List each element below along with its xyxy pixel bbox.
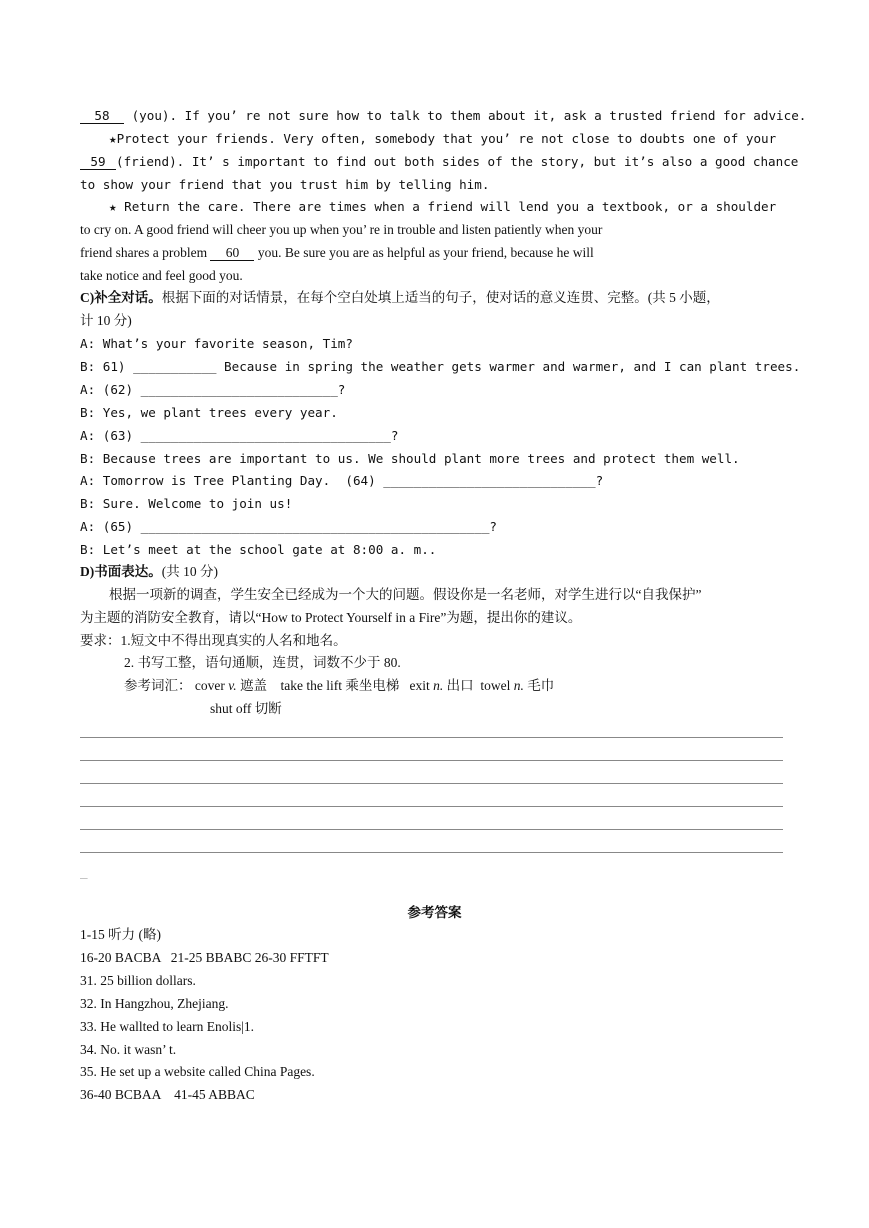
- passage-line-5: ★ Return the care. There are times when a friend will lend you a textbook, or a shoulder: [109, 199, 777, 214]
- section-d-para-2: 为主题的消防安全教育，请以“How to Protect Yourself in a Fire”为题，提出你的建议。: [80, 610, 582, 625]
- section-c-instruction: 根据下面的对话情景，在每个空白处填上适当的句子，使对话的意义连贯、完整。(共 5 小题，: [161, 290, 720, 305]
- section-d-para-1: 根据一项新的调查，学生安全已经成为一个大的问题。假设你是一名老师，对学生进行以“自我保护”: [109, 587, 702, 602]
- vocab-meaning: 毛巾: [527, 678, 555, 693]
- vocab-meaning: 切断: [254, 701, 282, 716]
- vocab-pos: v.: [228, 678, 237, 693]
- vocab-pos: n.: [433, 678, 444, 693]
- passage-line-8: take notice and feel good you.: [80, 268, 243, 283]
- dialogue-line: B: Let’s meet at the school gate at 8:00 a. m..: [80, 542, 437, 557]
- passage-line-7: [80, 243, 594, 263]
- vocab-word: cover: [194, 678, 225, 693]
- section-c-instruction-2: 计 10 分): [80, 313, 132, 328]
- vocab-word: exit: [409, 678, 430, 693]
- dialogue-line: A: (62) __________________________?: [80, 382, 346, 397]
- dialogue-line: A: (63) _________________________________?: [80, 428, 399, 443]
- passage-line-7-b: you. Be sure you are as helpful as your friend, because he will: [254, 245, 594, 260]
- passage-line-1: [80, 106, 806, 126]
- passage-line-1-text: (you). If you’ re not sure how to talk to them about it, ask a trusted friend for advice.: [124, 108, 807, 123]
- section-c-title: C)补全对话。: [80, 290, 162, 305]
- dialogue-line: B: Because trees are important to us. We should plant more trees and protect them well.: [80, 451, 740, 466]
- answer-line: 36-40 BCBAA 41-45 ABBAC: [80, 1087, 255, 1102]
- passage-line-4: to show your friend that you trust him by telling him.: [80, 177, 490, 192]
- answer-line: 16-20 BACBA 21-25 BBABC 26-30 FFTFT: [80, 950, 329, 965]
- requirement-1: 要求：1.短文中不得出现真实的人名和地名。: [80, 633, 347, 648]
- writing-line-end-mark: _: [80, 864, 88, 879]
- dialogue-line: B: Yes, we plant trees every year.: [80, 405, 338, 420]
- writing-line: [80, 829, 783, 830]
- blank-58: 58: [80, 108, 124, 124]
- passage-line-3-text: (friend). It’ s important to find out both sides of the story, but it’s also a good chance: [116, 154, 799, 169]
- answer-line: 31. 25 billion dollars.: [80, 973, 196, 988]
- passage-line-6: to cry on. A good friend will cheer you up when you’ re in trouble and listen patiently when your: [80, 222, 603, 237]
- section-d-heading: [80, 562, 218, 582]
- writing-line: [80, 852, 783, 853]
- vocab-meaning: 遮盖: [239, 678, 267, 693]
- answer-line: 1-15 听力 (略): [80, 927, 161, 942]
- vocab-line: [124, 676, 554, 696]
- vocab-pos: n.: [513, 678, 524, 693]
- dialogue-line: B: Sure. Welcome to join us!: [80, 496, 293, 511]
- answer-line: 33. He wallted to learn Enolis|1.: [80, 1019, 255, 1034]
- writing-line: [80, 737, 783, 738]
- vocab-word: shut off: [210, 701, 252, 716]
- dialogue-line: A: (65) ______________________________________________?: [80, 519, 498, 534]
- passage-line-3: [80, 152, 798, 172]
- vocab-word: towel: [480, 678, 511, 693]
- blank-59: 59: [80, 154, 116, 170]
- answer-line: 34. No. it wasn’ t.: [80, 1042, 177, 1057]
- passage-line-2: ★Protect your friends. Very often, somebody that you’ re not close to doubts one of your: [109, 131, 777, 146]
- writing-line: [80, 760, 783, 761]
- dialogue-line: A: What’s your favorite season, Tim?: [80, 336, 353, 351]
- dialogue-line: A: Tomorrow is Tree Planting Day. (64) ____________________________?: [80, 473, 604, 488]
- section-d-title: D)书面表达。: [80, 564, 162, 579]
- vocab-line-2: [210, 699, 282, 719]
- section-d-score: (共 10 分): [161, 564, 218, 579]
- blank-60: 60: [210, 245, 254, 261]
- section-c-heading: [80, 288, 720, 308]
- answers-title: 参考答案: [407, 905, 462, 920]
- dialogue-line: B: 61) ___________ Because in spring the weather gets warmer and warmer, and I can plant trees.: [80, 359, 801, 374]
- writing-line: [80, 783, 783, 784]
- writing-line: [80, 806, 783, 807]
- passage-line-7-a: friend shares a problem: [80, 245, 211, 260]
- vocab-meaning: 出口: [446, 678, 474, 693]
- vocab-word: take the lift: [280, 678, 342, 693]
- vocab-meaning: 乘坐电梯: [345, 678, 400, 693]
- vocab-label: 参考词汇：: [124, 678, 192, 693]
- requirement-2: 2. 书写工整，语句通顺，连贯，词数不少于 80.: [124, 655, 401, 670]
- answer-line: 35. He set up a website called China Pages.: [80, 1064, 315, 1079]
- answer-line: 32. In Hangzhou, Zhejiang.: [80, 996, 229, 1011]
